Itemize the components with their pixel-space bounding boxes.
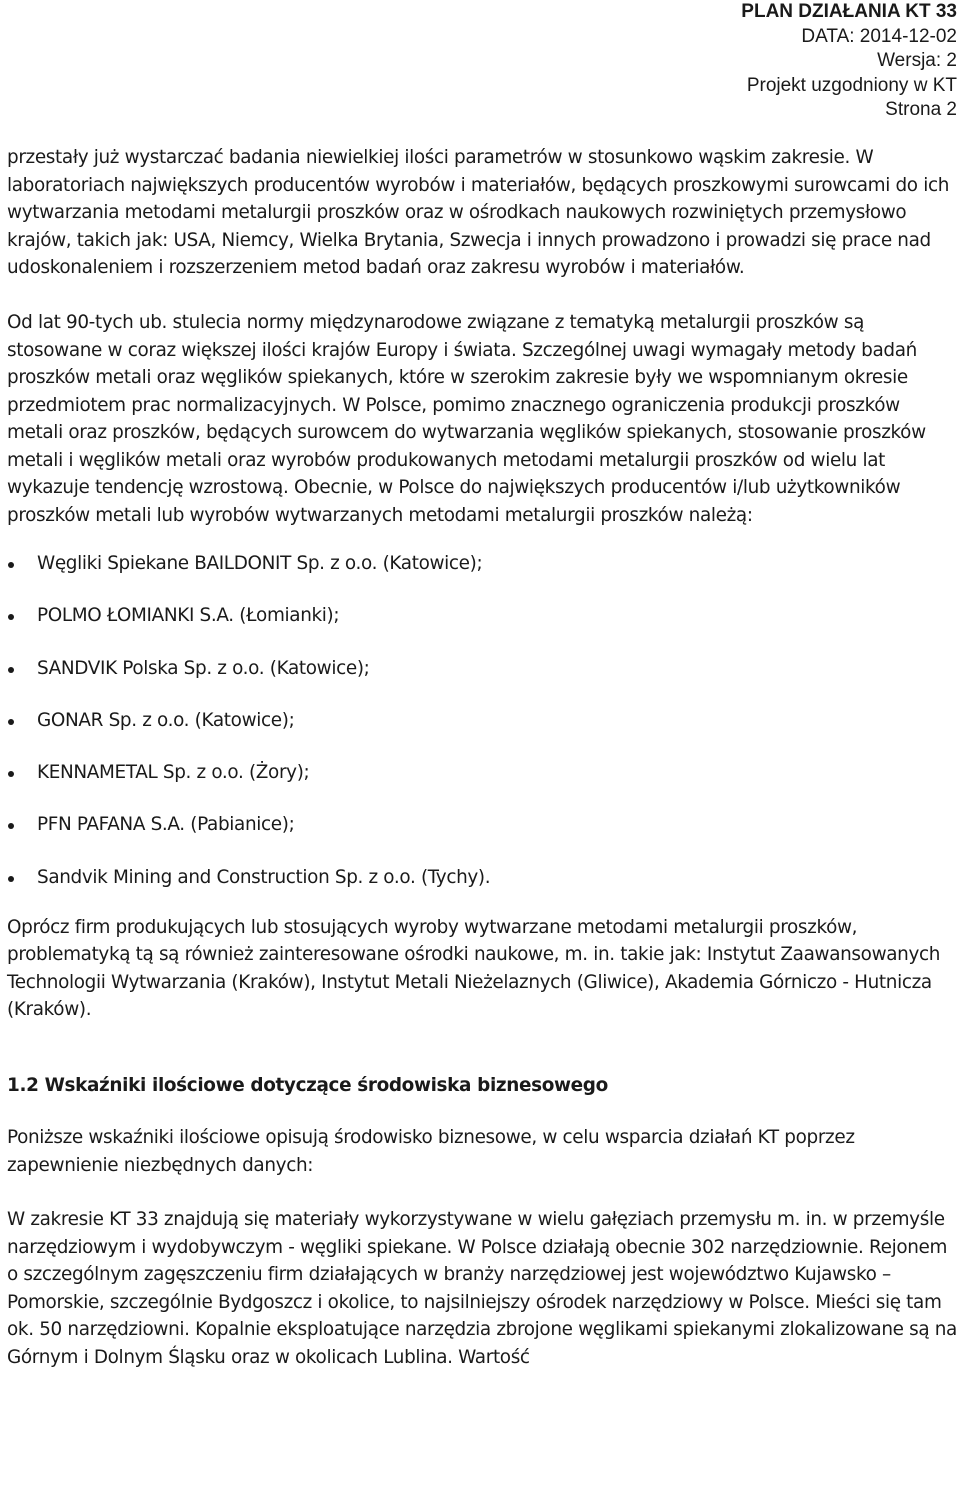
list-item	[7, 864, 957, 892]
company-name: KENNAMETAL Sp. z o.o. (Żory);	[37, 762, 310, 784]
paragraph-standards: Od lat 90-tych ub. stulecia normy międzynarodowe związane z tematyką metalurgii proszków są stosowane w coraz większej ilości krajów Europy i świata. Szczególnej uwagi wymagały metody badań proszków metali oraz węglików spiekanych, które w szerokim zakresie były we wspomnianym okresie przedmiotem prac normalizacyjnych. W Polsce, pomimo znacznego ograniczenia produkcji proszków metali oraz proszków, będących surowcem do wytwarzania węglików spiekanych, stosowanie proszków metali i węglików metali oraz wyrobów produkowanych metodami metalurgii proszków od wielu lat wykazuje tendencję wzrostową. Obecnie, w Polsce do największych producentów i/lub użytkowników proszków metali lub wyrobów wytwarzanych metodami metalurgii proszków należą:	[7, 312, 926, 526]
list-item	[7, 811, 957, 839]
bullet-icon	[8, 614, 14, 620]
bullet-icon	[8, 719, 14, 725]
bullet-icon	[8, 823, 14, 829]
bullet-icon	[8, 771, 14, 777]
paragraph-research: przestały już wystarczać badania niewielkiej ilości parametrów w stosunkowo wąskim zakresie. W laboratoriach największych producentów wyrobów i materiałów, będących proszkowymi surowcami do ich wytwarzania metodami metalurgii proszków oraz w ośrodkach naukowych rozwiniętych przemysłowo krajów, takich jak: USA, Niemcy, Wielka Brytania, Szwecja i innych prowadzono i prowadzi się prace nad udoskonaleniem i rozszerzeniem metod badań oraz zakresu wyrobów i materiałów.	[7, 147, 950, 278]
company-name: POLMO ŁOMIANKI S.A. (Łomianki);	[37, 605, 340, 627]
page-number: Strona 2	[885, 99, 957, 120]
company-name: SANDVIK Polska Sp. z o.o. (Katowice);	[37, 657, 370, 679]
document-version: Wersja: 2	[877, 50, 957, 71]
document-date: DATA: 2014-12-02	[801, 25, 957, 47]
section-heading: 1.2 Wskaźniki ilościowe dotyczące środowiska biznesowego	[7, 1074, 608, 1096]
paragraph-institutes: Oprócz firm produkujących lub stosujących wyroby wytwarzane metodami metalurgii proszków, problematyką tą są również zainteresowane ośrodki naukowe, m. in. takie jak: Instytut Zaawansowanych Technologii Wytwarzania (Kraków), Instytut Metali Nieżelaznych (Gliwice), Akademia Górniczo - Hutnicza (Kraków).	[7, 916, 941, 1021]
paragraph-kt33-scope: W zakresie KT 33 znajdują się materiały wykorzystywane w wielu gałęziach przemysłu m. in. w przemyśle narzędziowym i wydobywczym - węgliki spiekane. W Polsce działają obecnie 302 narzędziownie. Rejonem o szczególnym zagęszczeniu firm działających w branży narzędziowej jest województwo Kujawsko – Pomorskie, szczególnie Bydgoszcz i okolice, to najsilniejszy ośrodek narzędziowy w Polsce. Mieści się tam ok. 50 narzędziowni. Kopalnie eksploatujące narzędzia zbrojone węglikami spiekanymi zlokalizowane są na Górnym i Dolnym Śląsku oraz w okolicach Lublina. Wartość	[7, 1209, 957, 1368]
bullet-icon	[8, 876, 14, 882]
company-name: Węgliki Spiekane BAILDONIT Sp. z o.o. (Katowice);	[37, 553, 483, 574]
company-name: GONAR Sp. z o.o. (Katowice);	[37, 709, 295, 731]
company-name: PFN PAFANA S.A. (Pabianice);	[37, 814, 295, 836]
companies-list	[7, 550, 957, 892]
page-header	[741, 0, 957, 123]
company-name: Sandvik Mining and Construction Sp. z o.o. (Tychy).	[37, 866, 491, 888]
list-item	[7, 707, 957, 735]
list-item	[7, 759, 957, 787]
bullet-icon	[8, 562, 14, 568]
document-body	[7, 144, 957, 1371]
document-title: PLAN DZIAŁANIA KT 33	[741, 1, 957, 22]
list-item	[7, 602, 957, 630]
bullet-icon	[8, 667, 14, 673]
paragraph-indicators-intro: Poniższe wskaźniki ilościowe opisują środowisko biznesowe, w celu wsparcia działań KT poprzez zapewnienie niezbędnych danych:	[7, 1127, 855, 1176]
list-item	[7, 655, 957, 683]
document-status: Projekt uzgodniony w KT	[746, 74, 957, 96]
list-item	[7, 550, 957, 578]
